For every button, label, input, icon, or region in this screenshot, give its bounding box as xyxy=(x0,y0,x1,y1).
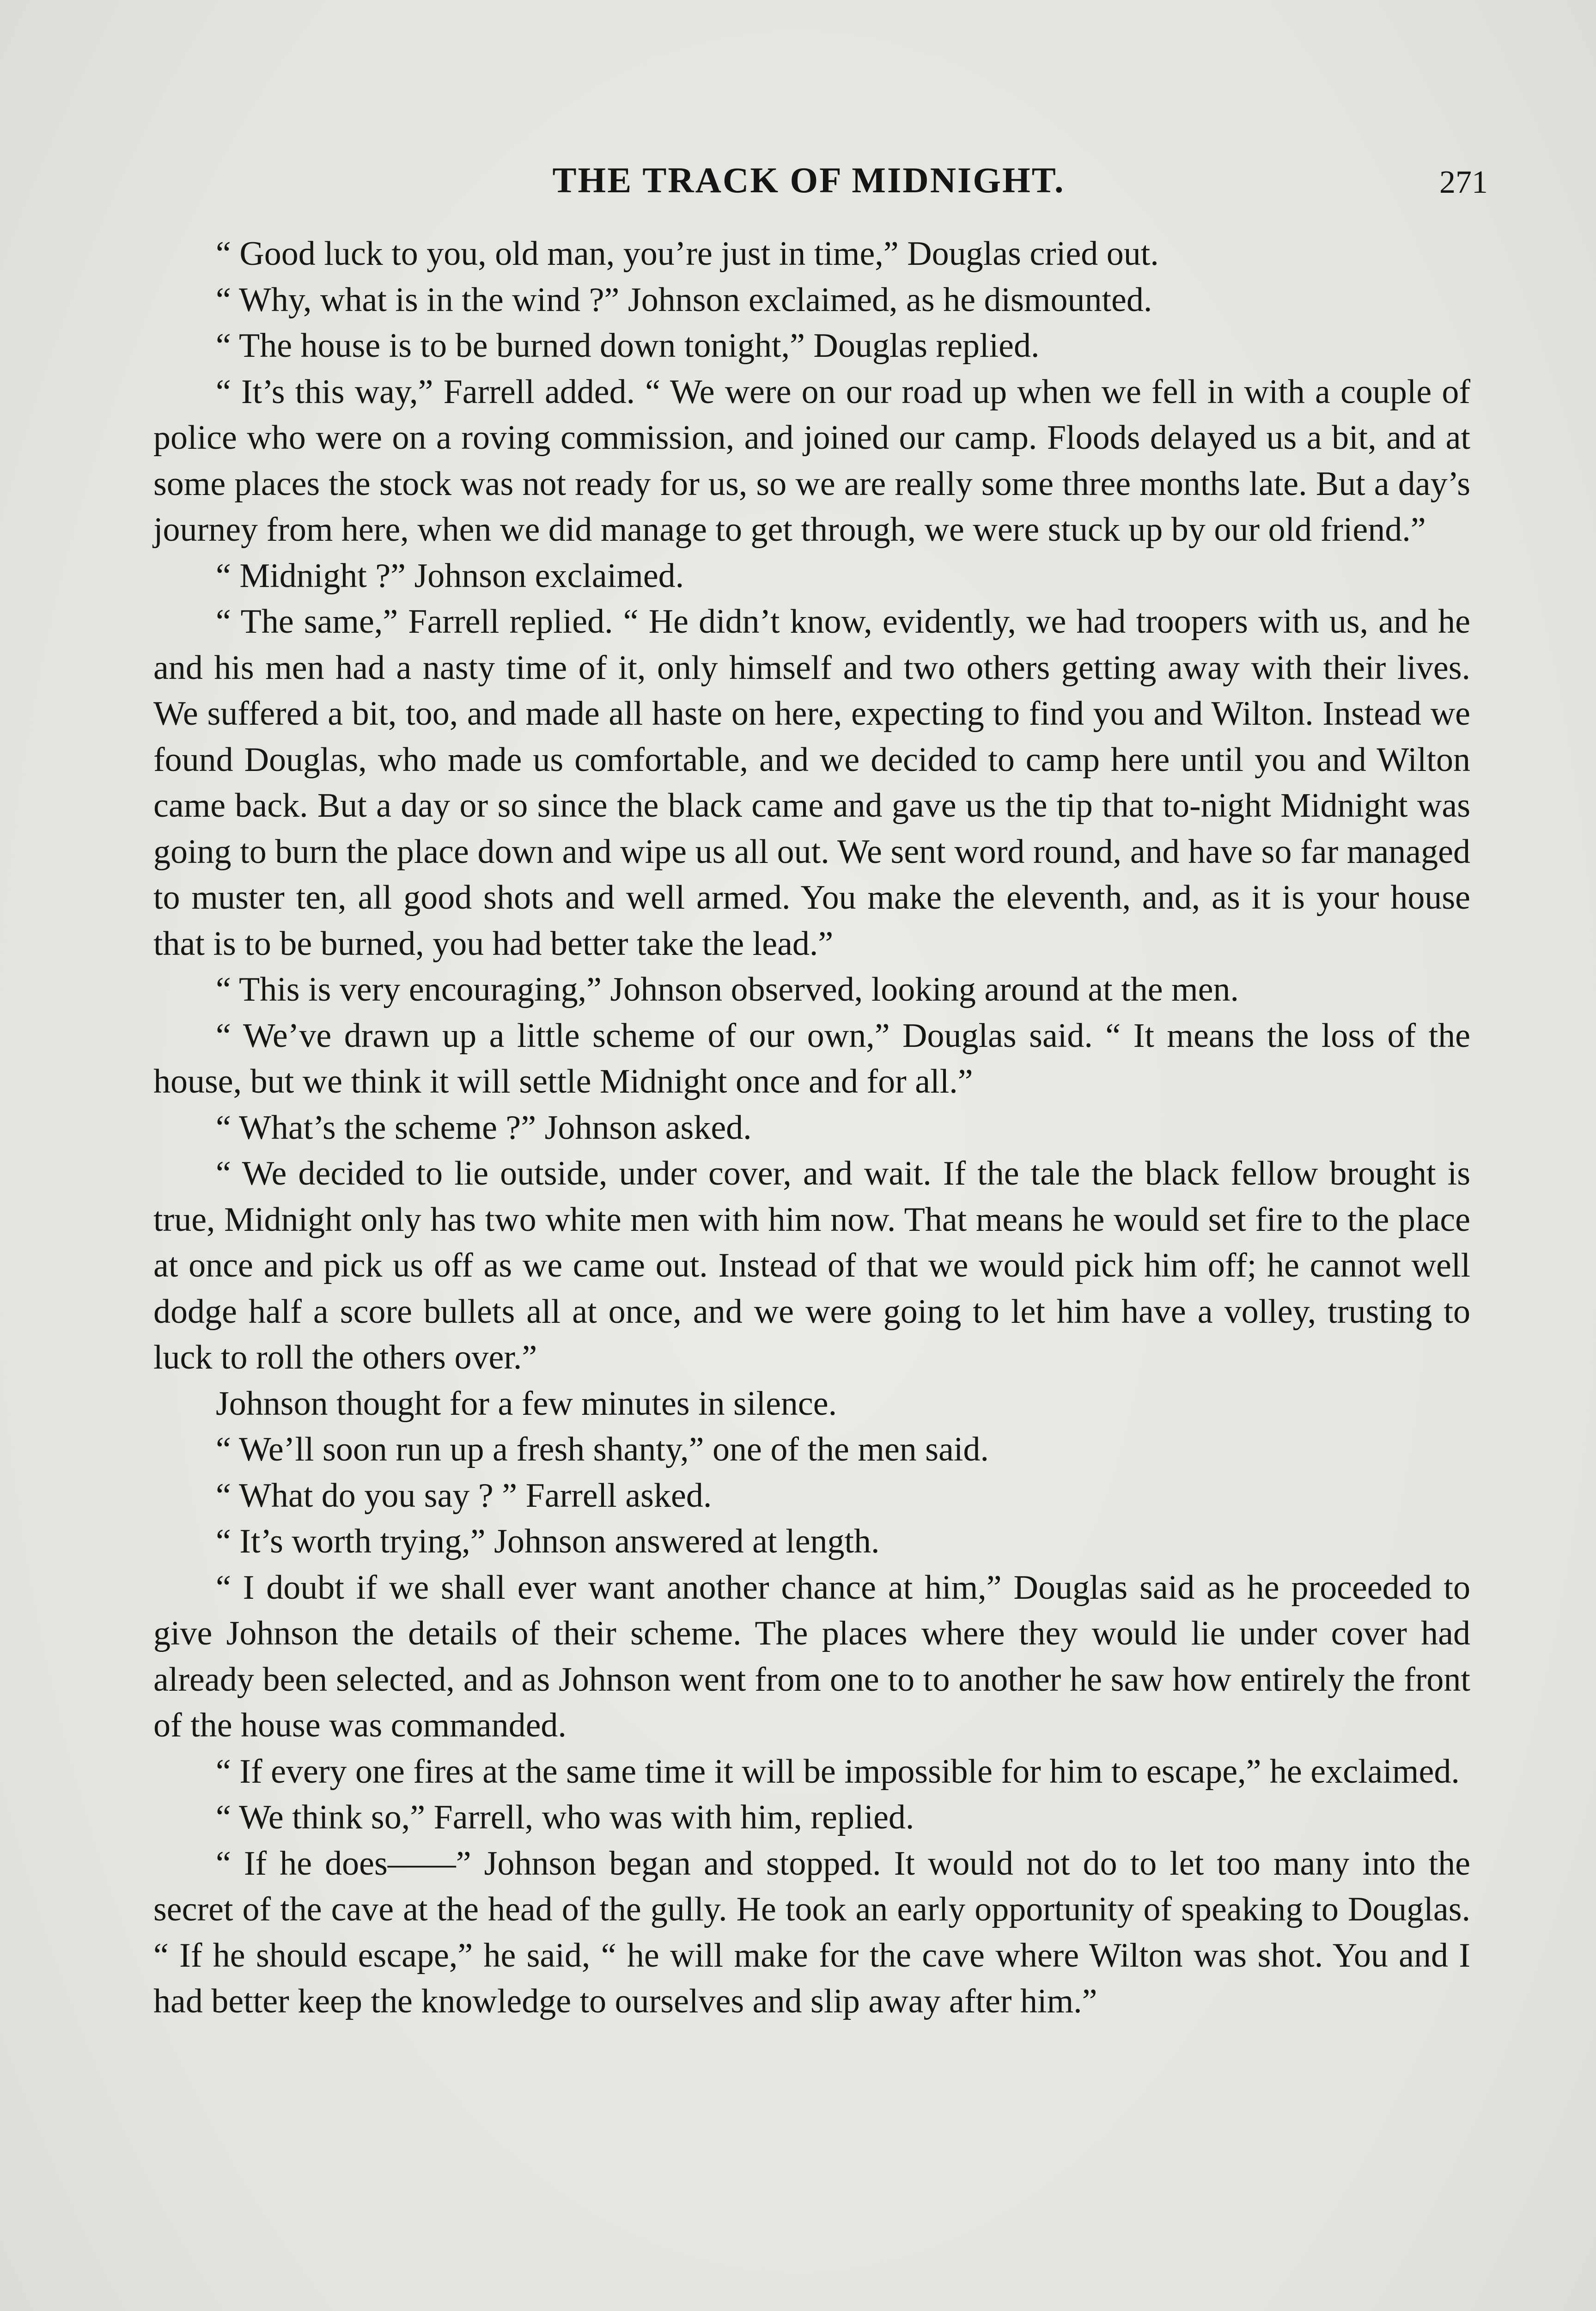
body-text xyxy=(153,231,1470,2025)
page-number: 271 xyxy=(1439,165,1488,200)
paragraph: “ It’s worth trying,” Johnson answered at length. xyxy=(216,1522,880,1560)
paragraph: “ This is very encouraging,” Johnson observed, looking around at the men. xyxy=(216,971,1239,1009)
page-header xyxy=(139,159,1488,210)
paragraph: “ The same,” Farrell replied. “ He didn’t know, evidently, we had troopers with us, and he and his men had a nasty time of it, only himself and two others getting away with their lives. We suffered a bit, too, and made all haste on here, expecting to find you and Wilton. Instead we found Douglas, who made us comfortable, and we decided to camp here until you and Wilton came back. But a day or so since the black came and gave us the tip that to-night Midnight was going to burn the place down and wipe us all out. We sent word round, and have so far managed to muster ten, all good shots and well armed. You make the eleventh, and, as it is your house that is to be burned, you had better take the lead.” xyxy=(153,603,1470,963)
paragraph: “ If he does——” Johnson began and stopped. It would not do to let too many into the secret of the cave at the head of the gully. He took an early opportunity of speaking to Douglas. “ If he should escape,” he said, “ he will make for the cave where Wilton was shot. You and I had better keep the knowledge to ourselves and slip away after him.” xyxy=(153,1844,1470,2020)
running-head: THE TRACK OF MIDNIGHT. xyxy=(552,160,1065,200)
paragraph: “ If every one fires at the same time it will be impossible for him to escape,” he exclaimed. xyxy=(216,1752,1460,1791)
paragraph: “ We decided to lie outside, under cover, and wait. If the tale the black fellow brought is true, Midnight only has two white men with him now. That means he would set fire to the place at once and pick us off as we came out. Instead of that we would pick him off; he cannot well dodge half a score bullets all at once, and we were going to let him have a volley, trusting to luck to roll the others over.” xyxy=(153,1155,1470,1376)
paragraph: “ It’s this way,” Farrell added. “ We were on our road up when we fell in with a couple of police who were on a roving commission, and joined our camp. Floods delayed us a bit, and at some places the stock was not ready for us, so we are really some three months late. But a day’s journey from here, when we did manage to get through, we were stuck up by our old friend.” xyxy=(153,373,1470,549)
paragraph: “ We’ll soon run up a fresh shanty,” one of the men said. xyxy=(216,1431,989,1468)
paragraph: “ I doubt if we shall ever want another chance at him,” Douglas said as he proceeded to give Johnson the details of their scheme. The places where they would lie under cover had already been selected, and as Johnson went from one to to another he saw how entirely the front of the house was commanded. xyxy=(153,1568,1470,1744)
paragraph: “ The house is to be burned down tonight,” Douglas replied. xyxy=(216,327,1040,365)
paragraph: “ We think so,” Farrell, who was with him, replied. xyxy=(216,1798,914,1836)
paragraph: “ Midnight ?” Johnson exclaimed. xyxy=(216,556,684,595)
paragraph: “ We’ve drawn up a little scheme of our own,” Douglas said. “ It means the loss of the house, but we think it will settle Midnight once and for all.” xyxy=(153,1016,1470,1100)
paragraph: “ What’s the scheme ?” Johnson asked. xyxy=(216,1108,752,1147)
paragraph: “ Why, what is in the wind ?” Johnson exclaimed, as he dismounted. xyxy=(216,281,1152,319)
paragraph: Johnson thought for a few minutes in silence. xyxy=(216,1384,837,1423)
paragraph: “ Good luck to you, old man, you’re just in time,” Douglas cried out. xyxy=(216,235,1159,273)
paragraph: “ What do you say ? ” Farrell asked. xyxy=(216,1476,712,1515)
